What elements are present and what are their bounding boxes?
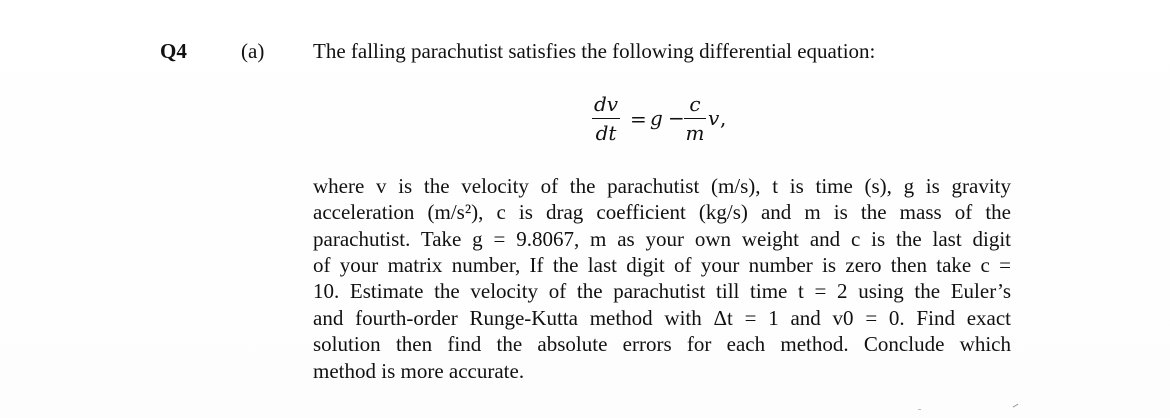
paragraph-line: parachutist. Take g = 9.8067, m as your own weight and c is the last digit xyxy=(313,227,1011,251)
c-numerator: c xyxy=(689,92,701,116)
paragraph-line: acceleration (m/s²), c is drag coefficient (kg/s) and m is the mass of the xyxy=(313,200,1011,224)
velocity-variable: v xyxy=(708,106,720,130)
equation-comma: , xyxy=(720,106,727,130)
question-number: Q4 xyxy=(160,39,187,63)
paragraph-line: 10. Estimate the velocity of the parachutist till time t = 2 using the Euler’s xyxy=(313,279,1011,303)
dt-denominator: dt xyxy=(595,121,617,145)
stray-pen-mark xyxy=(918,409,921,410)
fraction-bar xyxy=(592,118,620,119)
paragraph-line: of your matrix number, If the last digit of your number is zero then take c = xyxy=(313,253,1011,277)
stray-pen-mark xyxy=(1013,404,1020,410)
paragraph-line: and fourth-order Runge-Kutta method with Δt = 1 and v0 = 0. Find exact xyxy=(313,306,1011,330)
differential-equation xyxy=(592,92,752,152)
m-denominator: m xyxy=(685,121,705,145)
equals-sign: = xyxy=(630,107,647,131)
question-intro: The falling parachutist satisfies the following differential equation: xyxy=(313,39,876,63)
gravity-variable: g xyxy=(650,106,663,130)
dv-numerator: dv xyxy=(593,92,619,116)
fraction-bar xyxy=(684,118,706,119)
paragraph-line: solution then find the absolute errors for each method. Conclude which xyxy=(313,332,1011,356)
paragraph-line: where v is the velocity of the parachutist (m/s), t is time (s), g is gravity xyxy=(313,174,1011,198)
minus-sign: − xyxy=(668,106,685,130)
c-over-m-fraction xyxy=(684,92,706,145)
dv-dt-fraction xyxy=(592,92,620,145)
paragraph-line: method is more accurate. xyxy=(313,359,525,383)
question-part-label: (a) xyxy=(241,39,265,63)
